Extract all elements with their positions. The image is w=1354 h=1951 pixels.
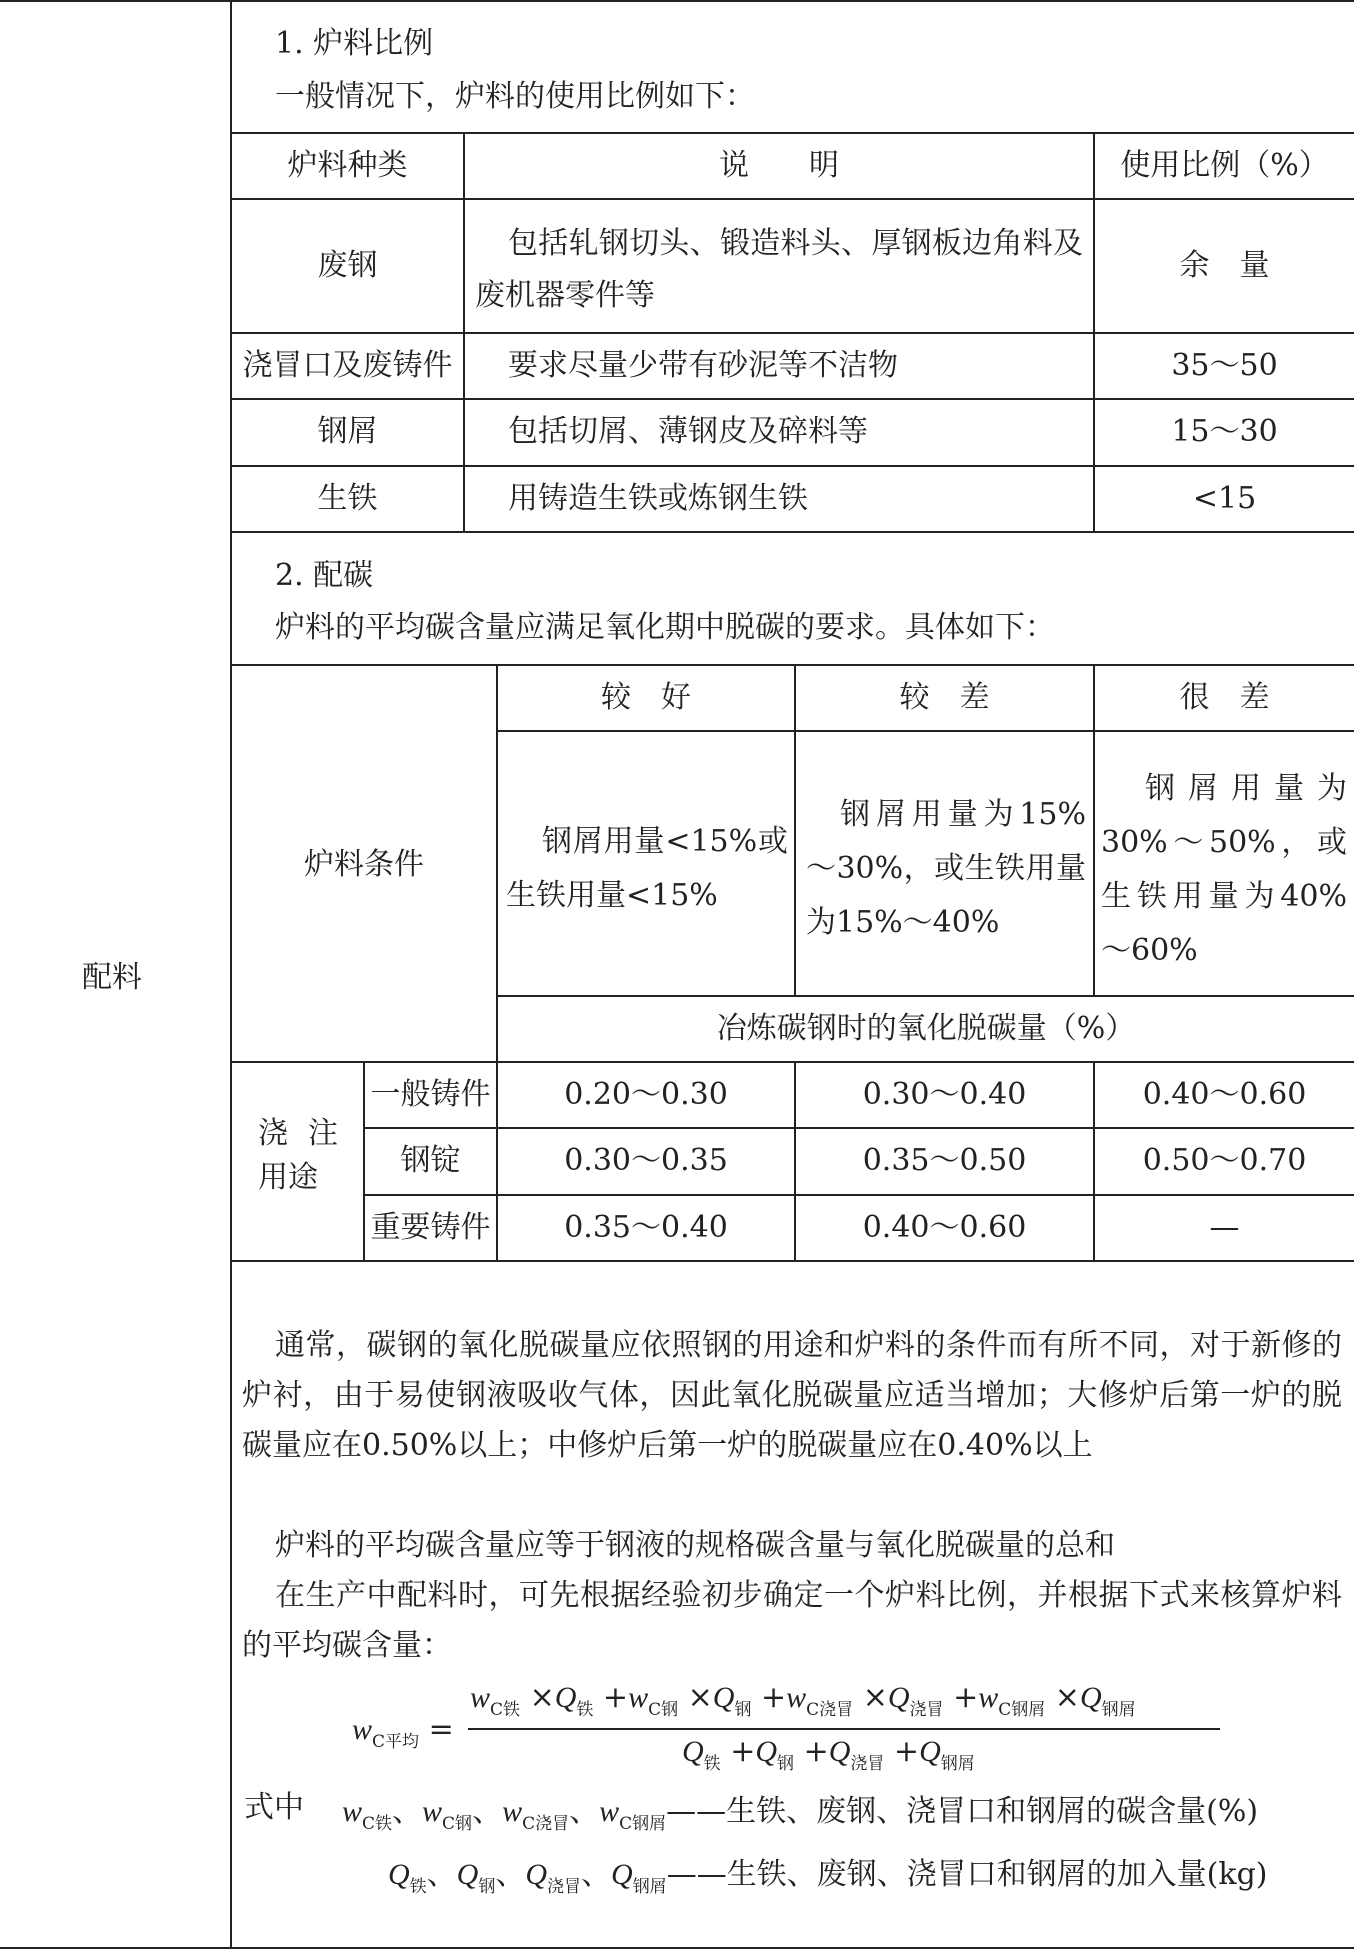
- formula-den-sub: 浇冒: [850, 1754, 885, 1774]
- t1-r2: [231, 398, 1354, 400]
- decarb-value: 0.30～0.40: [862, 1077, 1027, 1112]
- def1-sub: C铁: [362, 1814, 393, 1834]
- decarb-label: 冶炼碳钢时的氧化脱碳量（%）: [716, 1011, 1136, 1046]
- formula-num-sub: C浇冒: [806, 1700, 854, 1720]
- fraction-bar: [468, 1728, 1220, 1730]
- top-border: [0, 0, 1354, 2]
- t1-desc: 包括轧钢切头、锻造料头、厚钢板边角料及废机器零件等: [475, 226, 1083, 313]
- t1-bottom: [231, 531, 1354, 533]
- t1-header-type: 炉料种类: [287, 148, 408, 183]
- t1-desc: 要求尽量少带有砂泥等不洁物: [508, 348, 898, 383]
- t1-ratio: 15～30: [1171, 414, 1278, 449]
- t1-r3: [231, 465, 1354, 467]
- condition-desc: 钢屑用量为30%～50%，或生铁用量为40%～60%: [1101, 771, 1347, 968]
- decarb-value: 0.35～0.40: [564, 1210, 728, 1245]
- row-label: 配料: [82, 960, 142, 995]
- usage-name: 重要铸件: [370, 1210, 491, 1245]
- formula-lhs: $w_{C平均}$ =: [352, 1712, 454, 1752]
- note-paragraph-3: 在生产中配料时，可先根据经验初步确定一个炉料比例，并根据下式来核算炉料的平均碳含量：: [242, 1578, 1342, 1663]
- formula-den-sub: 铁: [703, 1754, 721, 1774]
- t1-r1: [231, 332, 1354, 334]
- t1-type: 钢屑: [317, 414, 378, 449]
- formula-den-sub: 钢屑: [940, 1754, 975, 1774]
- section1-intro: 一般情况下，炉料的使用比例如下：: [275, 79, 755, 114]
- note-paragraph-2: 炉料的平均碳含量应等于钢液的规格碳含量与氧化脱碳量的总和: [275, 1528, 1115, 1563]
- t1-header-ratio: 使用比例（%）: [1120, 148, 1329, 183]
- formula-num-sub: C铁: [490, 1700, 521, 1720]
- formula-num-q-sub: 钢屑: [1101, 1700, 1136, 1720]
- def2-sub: 铁: [409, 1877, 427, 1897]
- formula-numerator: $w_{C铁} \times Q_铁 +w_{C钢} \times Q_钢 +w_{C浇冒} \times Q_{浇冒} +w_{C钢屑} \times Q_{钢屑}$: [470, 1680, 1136, 1720]
- t1-type: 生铁: [317, 481, 378, 516]
- t1-type: 浇冒口及废铸件: [242, 348, 453, 383]
- definition-2-text: ——生铁、废钢、浇冒口和钢屑的加入量(kg): [666, 1857, 1268, 1892]
- formula-den-sub: 钢: [777, 1754, 795, 1774]
- t2-bottom: [231, 1260, 1354, 1262]
- condition-label: 炉料条件: [304, 847, 424, 882]
- formula-num-q-sub: 钢: [734, 1700, 752, 1720]
- t2-h: [496, 730, 1354, 732]
- where-label: 式中: [244, 1790, 304, 1825]
- formula-num-q-sub: 铁: [576, 1700, 594, 1720]
- decarb-value: 0.35～0.50: [862, 1143, 1027, 1178]
- decarb-value: 0.50～0.70: [1142, 1143, 1307, 1178]
- usage-name: 一般铸件: [370, 1077, 491, 1112]
- t1-v1: [463, 133, 465, 531]
- t1-ratio: 余 量: [1179, 248, 1270, 283]
- condition-header: 较 差: [899, 680, 990, 715]
- t1-v2: [1093, 133, 1095, 531]
- usage-label-text: 浇注用途: [258, 1116, 338, 1195]
- formula: [352, 1680, 1252, 1780]
- usage-name: 钢锭: [400, 1143, 461, 1178]
- condition-desc: 钢屑用量为15%～30%，或生铁用量为15%～40%: [806, 797, 1086, 940]
- formula-lhs-sub: C平均: [372, 1732, 420, 1752]
- def1-sub: C钢屑: [619, 1814, 667, 1834]
- decarb-value: 0.40～0.60: [1142, 1077, 1307, 1112]
- bottom-border: [0, 1947, 1354, 1949]
- decarb-value: 0.40～0.60: [862, 1210, 1027, 1245]
- t1-desc: 用铸造生铁或炼钢生铁: [508, 481, 808, 516]
- note-paragraph-1: 通常，碳钢的氧化脱碳量应依照钢的用途和炉料的条件而有所不同，对于新修的炉衬，由于易使钢液吸收气体，因此氧化脱碳量应适当增加；大修炉后第一炉的脱碳量应在0.50%以上；中修炉后第一炉的脱碳量应在0.40%以上: [242, 1328, 1342, 1463]
- condition-header: 较 好: [601, 680, 691, 715]
- usage-label: [258, 1112, 338, 1200]
- t2-r1: [363, 1127, 1354, 1129]
- def2-sub: 钢: [478, 1877, 496, 1897]
- section2-heading: 2. 配碳: [275, 558, 374, 593]
- section2-intro: 炉料的平均碳含量应满足氧化期中脱碳的要求。具体如下：: [275, 610, 1055, 645]
- decarb-value: 0.20～0.30: [564, 1077, 728, 1112]
- formula-num-sub: C钢屑: [998, 1700, 1046, 1720]
- t2-h2: [496, 995, 1354, 997]
- t1-top: [231, 132, 1354, 134]
- formula-denominator: $Q_铁 +Q_钢 +Q_{浇冒} +Q_{钢屑}$: [682, 1734, 975, 1774]
- condition-desc: 钢屑用量<15%或生铁用量<15%: [506, 824, 788, 913]
- label-column-divider: [230, 0, 232, 1949]
- t1-desc: 包括切屑、薄钢皮及碎料等: [508, 414, 868, 449]
- def2-sub: 浇冒: [547, 1877, 582, 1897]
- def1-sub: C钢: [442, 1814, 473, 1834]
- t1-type: 废钢: [317, 248, 378, 283]
- definition-2: $Q_铁$、$Q_钢$、$Q_{浇冒}$、$Q_{钢屑}——$生铁、废钢、浇冒口和钢屑的加入量(kg): [388, 1857, 1268, 1897]
- t2-r0: [231, 1061, 1354, 1063]
- decarb-value: 0.30～0.35: [564, 1143, 728, 1178]
- condition-header: 很 差: [1179, 680, 1270, 715]
- t2-top: [231, 664, 1354, 666]
- t2-r2: [363, 1194, 1354, 1196]
- definition-1: $w_{C铁}$、$w_{C钢}$、$w_{C浇冒}$、$w_{C钢屑}——$生铁、废钢、浇冒口和钢屑的碳含量(%): [342, 1794, 1259, 1834]
- t1-ratio: 35～50: [1171, 348, 1278, 383]
- section1-heading: 1. 炉料比例: [275, 26, 434, 61]
- formula-num-sub: C钢: [648, 1700, 679, 1720]
- decarb-value: —: [1209, 1210, 1240, 1245]
- t1-h: [231, 198, 1354, 200]
- def2-sub: 钢屑: [632, 1877, 667, 1897]
- t1-header-desc: 说 明: [719, 148, 839, 183]
- formula-lhs-var: w: [352, 1713, 373, 1746]
- t1-ratio: <15: [1192, 481, 1257, 516]
- formula-num-q-sub: 浇冒: [909, 1700, 944, 1720]
- definition-1-text: ——生铁、废钢、浇冒口和钢屑的碳含量(%): [666, 1794, 1259, 1829]
- def1-sub: C浇冒: [522, 1814, 570, 1834]
